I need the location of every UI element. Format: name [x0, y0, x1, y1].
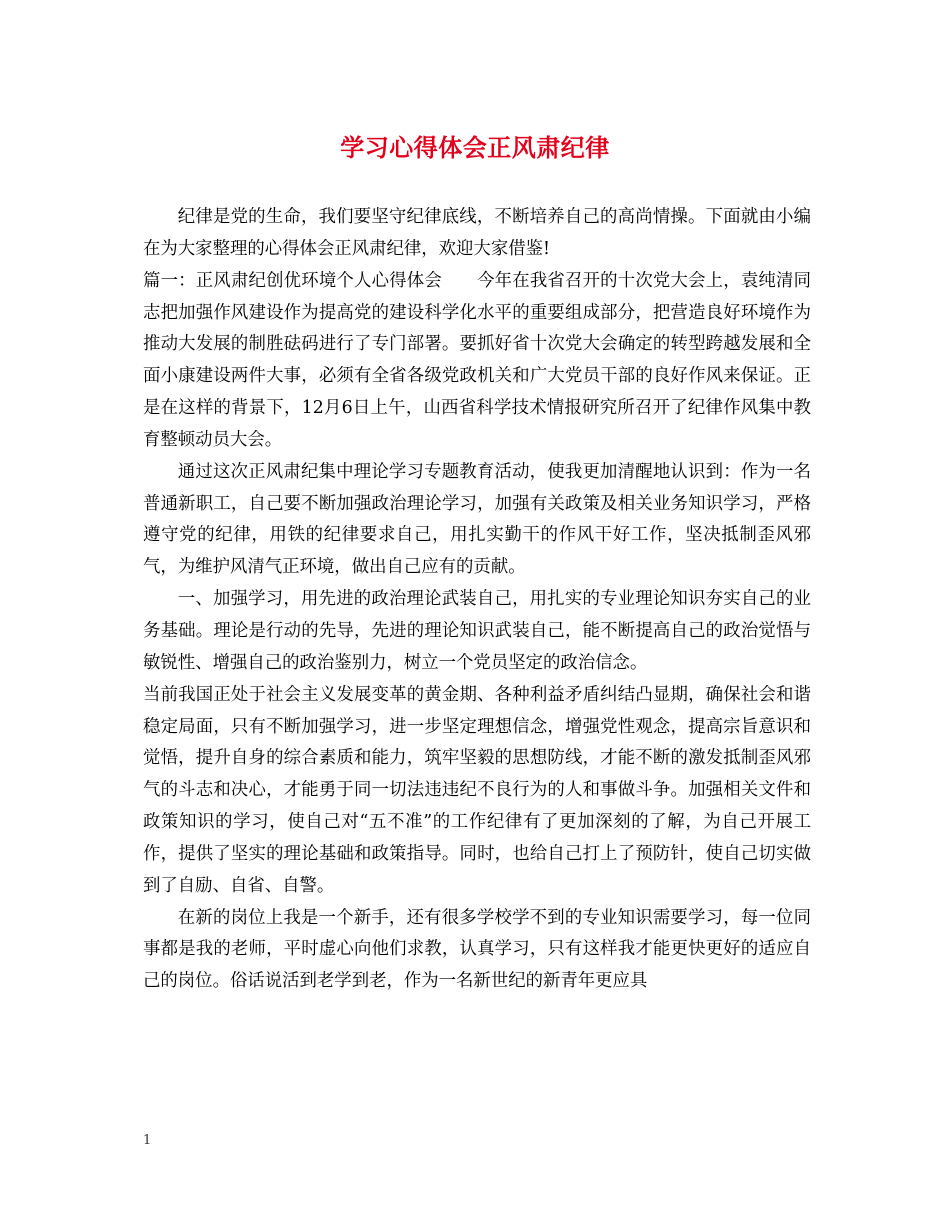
- document-body: [143, 202, 811, 998]
- page-number: 1: [143, 1133, 152, 1148]
- point-one-paragraph: 一、加强学习，用先进的政治理论武装自己，用扎实的专业理论知识夯实自己的业务基础。理论是行动的先导，先进的理论知识武装自己，能不断提高自己的政治觉悟与敏锐性、增强自己的政治鉴别力，树立一个党员坚定的政治信念。: [143, 589, 811, 673]
- section-one-paragraph: 篇一：正风肃纪创优环境个人心得体会 今年在我省召开的十次党大会上，袁纯清同志把加强作风建设作为提高党的建设科学化水平的重要组成部分，把营造良好环境作为推动大发展的制胜砝码进行了专门部署。要抓好省十次党大会确定的转型跨越发展和全面小康建设两件大事，必须有全省各级党政机关和广大党员干部的良好作风来保证。正是在这样的背景下，12月6日上午，山西省科学技术情报研究所召开了纪律作风集中教育整顿动员大会。: [143, 270, 811, 450]
- body-paragraph: 当前我国正处于社会主义发展变革的黄金期、各种利益矛盾纠结凸显期，确保社会和谐稳定局面，只有不断加强学习，进一步坚定理想信念，增强党性观念，提高宗旨意识和觉悟，提升自身的综合素质和能力，筑牢坚毅的思想防线，才能不断的激发抵制歪风邪气的斗志和决心，才能勇于同一切法违违纪不良行为的人和事做斗争。加强相关文件和政策知识的学习，使自己对“五不准”的工作纪律有了更加深刻的了解，为自己开展工作，提供了坚实的理论基础和政策指导。同时，也给自己打上了预防针，使自己切实做到了自励、自省、自警。: [143, 684, 811, 896]
- body-paragraph: 通过这次正风肃纪集中理论学习专题教育活动，使我更加清醒地认识到：作为一名普通新职工，自己要不断加强政治理论学习，加强有关政策及相关业务知识学习，严格遵守党的纪律，用铁的纪律要求自己，用扎实勤干的作风干好工作，坚决抵制歪风邪气，为维护风清气正环境，做出自己应有的贡献。: [143, 461, 811, 578]
- document-title: 学习心得体会正风肃纪律: [340, 133, 610, 162]
- body-paragraph: 在新的岗位上我是一个新手，还有很多学校学不到的专业知识需要学习，每一位同事都是我的老师，平时虚心向他们求教，认真学习，只有这样我才能更快更好的适应自己的岗位。俗话说活到老学到老，作为一名新世纪的新青年更应具: [143, 907, 811, 992]
- intro-paragraph: 纪律是党的生命，我们要坚守纪律底线，不断培养自己的高尚情操。下面就由小编在为大家整理的心得体会正风肃纪律，欢迎大家借鉴!: [143, 207, 811, 259]
